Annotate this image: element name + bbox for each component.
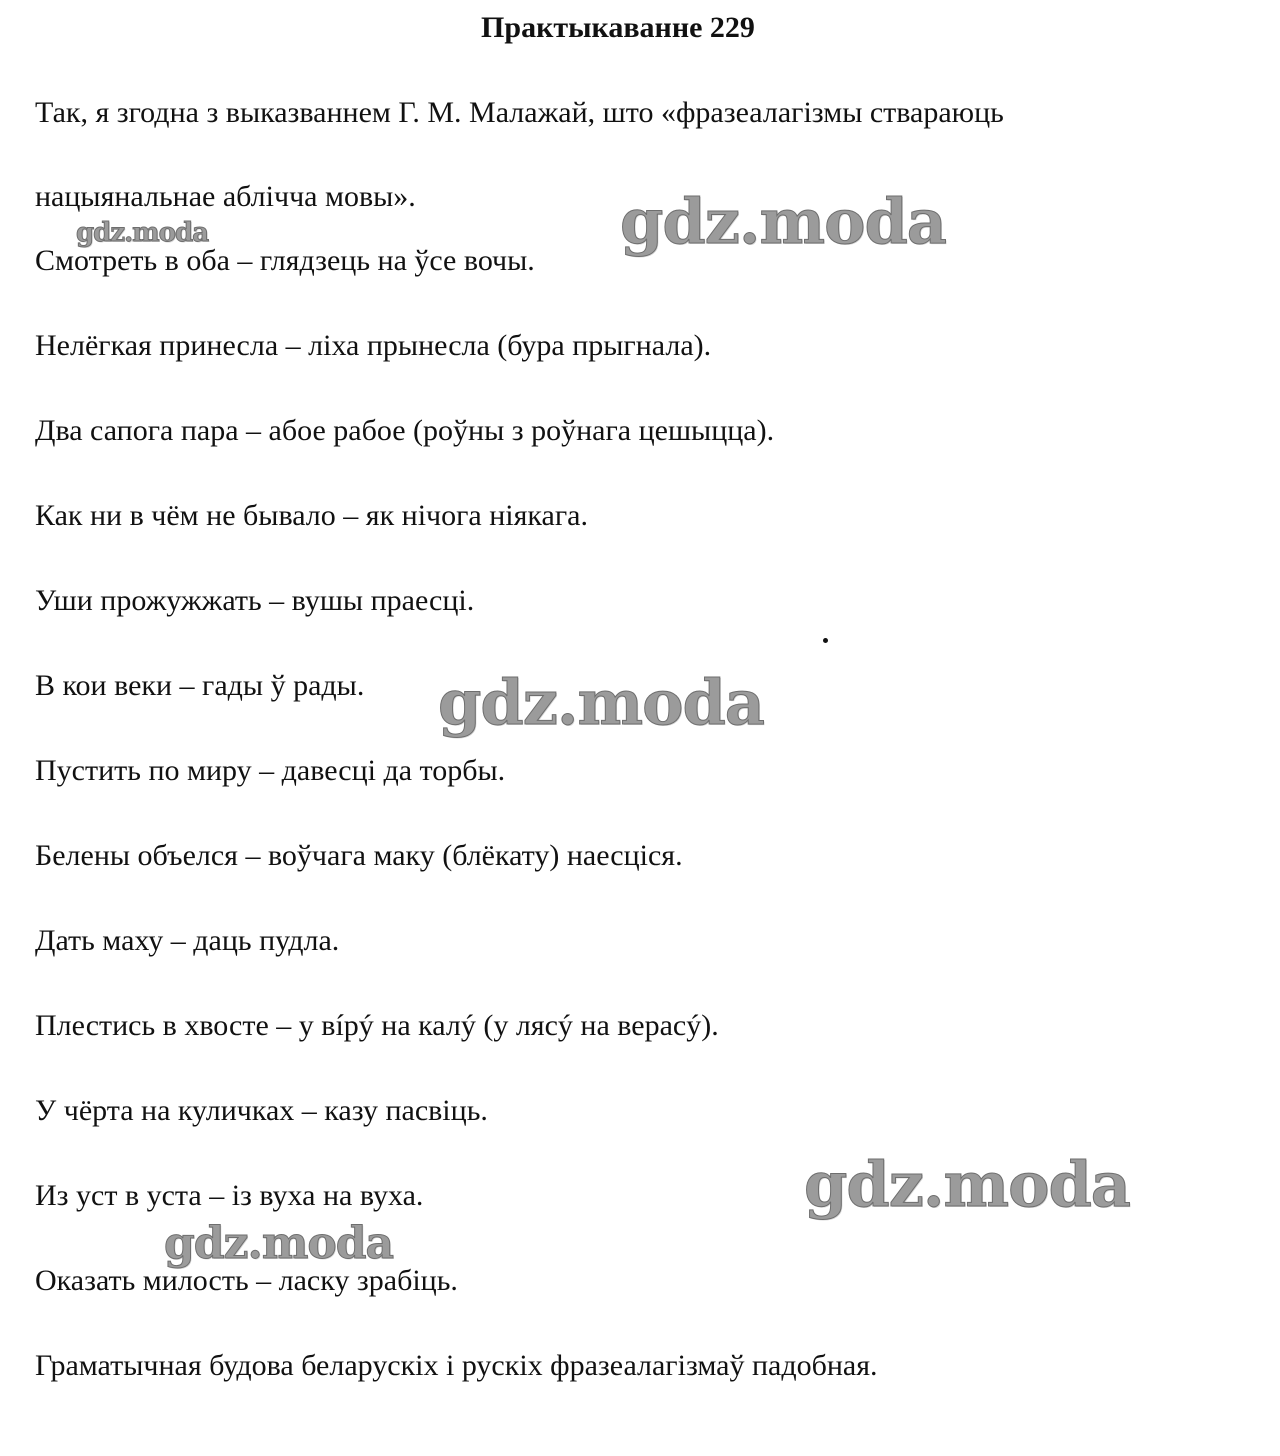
- watermark-logo: gdz.moda: [164, 1218, 394, 1269]
- phrase-line: Плестись в хвосте – у вíрý на калý (у лясý на верасý).: [35, 1009, 719, 1042]
- phrase-line: Дать маху – даць пудла.: [35, 924, 340, 957]
- intro-line-2: нацыянальнае аблічча мовы».: [35, 180, 416, 213]
- phrase-line: У чёрта на куличках – казу пасвіць.: [35, 1094, 488, 1127]
- phrase-line: Уши прожужжать – вушы праесці.: [35, 584, 475, 617]
- conclusion-line: Граматычная будова беларускіх і рускіх фразеалагізмаў падобная.: [35, 1349, 878, 1382]
- phrase-line: В кои веки – гады ў рады.: [35, 669, 365, 702]
- stray-dot: [823, 638, 828, 643]
- watermark-logo: gdz.moda: [438, 666, 764, 739]
- phrase-line: Оказать милость – ласку зрабіць.: [35, 1264, 458, 1297]
- phrase-line: Как ни в чём не бывало – як нічога ніякага.: [35, 499, 588, 532]
- phrase-line: Белены объелся – воўчага маку (блёкату) наесціся.: [35, 839, 683, 872]
- phrase-line: Два сапога пара – абое рабое (роўны з роўнага цешыцца).: [35, 414, 775, 447]
- phrase-line: Нелёгкая принесла – ліха прынесла (бура прыгнала).: [35, 329, 712, 362]
- watermark-logo: gdz.moda: [620, 185, 946, 258]
- watermark-logo: gdz.moda: [76, 218, 209, 248]
- phrase-line: Из уст в уста – із вуха на вуха.: [35, 1179, 424, 1212]
- intro-line-1: Так, я згодна з выказваннем Г. М. Малажай, што «фразеалагізмы ствараюць: [35, 96, 1004, 129]
- phrase-line: Пустить по миру – давесці да торбы.: [35, 754, 506, 787]
- watermark-logo: gdz.moda: [804, 1148, 1130, 1221]
- page-title: Практыкаванне 229: [481, 11, 755, 44]
- phrase-line: Смотреть в оба – глядзець на ўсе вочы.: [35, 244, 535, 277]
